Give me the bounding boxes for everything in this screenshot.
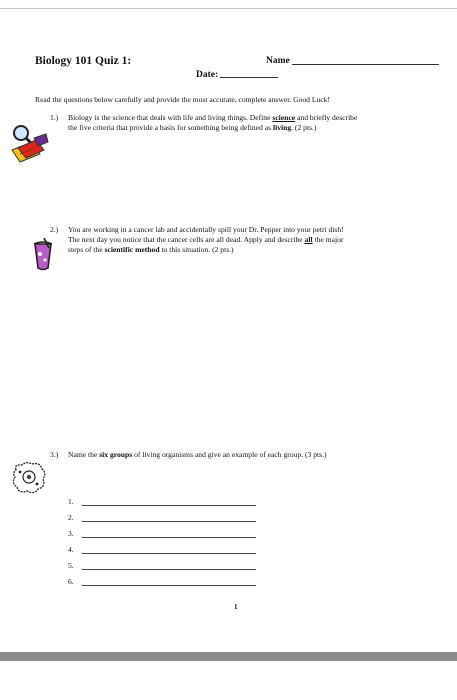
answer-line[interactable]	[82, 569, 256, 570]
cell-icon	[10, 460, 48, 496]
books-magnifier-icon	[6, 122, 50, 166]
answer-number: 2.	[68, 513, 74, 522]
page-number: 1	[234, 603, 238, 611]
question-1-text: Biology is the science that deals with life and living things. Define science and briefly describe the five criteria that provide a basis for something being defined as living. (2 pts.)	[68, 113, 358, 132]
page-separator	[0, 652, 457, 661]
question-3-number: 3.)	[50, 450, 59, 459]
answer-line[interactable]	[82, 553, 256, 554]
answer-number: 6.	[68, 577, 74, 586]
question-2-text: You are working in a cancer lab and accidentally spill your Dr. Pepper into your petri dish! The next day you notice that the cancer cells are all dead. Apply and describe all the major steps of the scientific method to this situation. (2 pts.)	[68, 225, 344, 254]
answer-line[interactable]	[82, 585, 256, 586]
question-2-number: 2.)	[50, 225, 59, 234]
name-label: Name	[266, 56, 290, 66]
beaker-icon	[30, 238, 56, 272]
quiz-title: Biology 101 Quiz 1:	[35, 55, 132, 67]
answer-number: 3.	[68, 529, 74, 538]
date-field[interactable]	[220, 77, 278, 78]
document-page	[0, 9, 457, 651]
date-label: Date:	[196, 70, 219, 80]
name-field[interactable]	[292, 64, 439, 65]
answer-number: 4.	[68, 545, 74, 554]
question-3-text: Name the six groups of living organisms and give an example of each group. (3 pts.)	[68, 450, 327, 459]
viewer-background	[0, 661, 457, 700]
answer-number: 1.	[68, 497, 74, 506]
answer-number: 5.	[68, 561, 74, 570]
answer-line[interactable]	[82, 537, 256, 538]
answer-line[interactable]	[82, 521, 256, 522]
instructions: Read the questions below carefully and provide the most accurate, complete answer. Good Luck!	[35, 95, 331, 104]
answer-line[interactable]	[82, 505, 256, 506]
question-1-number: 1.)	[50, 113, 59, 122]
